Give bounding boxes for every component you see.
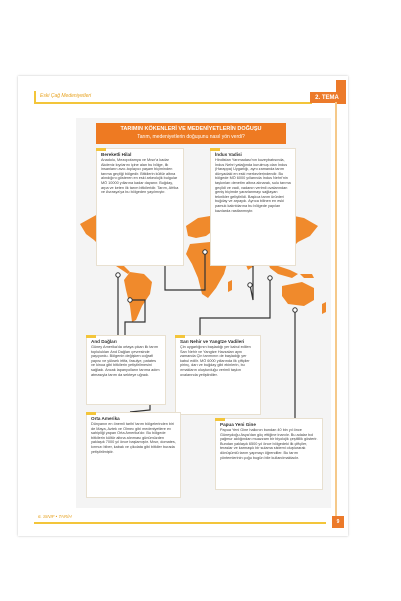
card-bereketli-hilal: [96, 148, 184, 266]
card-body: Anadolu, Mezopotamya ve Mısır'a kadar Akdeniz kıyılarını içine alan bu bölge, ilk insanların avcı-toplayıcı yaşam biçiminden tarıma geçtiği bölgedir. Bitkilerin kültür altına alındığını gösteren en eski arkeolojik bulgular MÖ 10000 yıllarına kadar dayanır. Buğday, arpa ve keten ilk tarım bitkileridir. Tarım, Afrika ve Avrasya'ya bu bölgeden yayılmıştır.: [101, 158, 179, 195]
card-title: And Dağları: [91, 339, 117, 344]
card-body: Papua Yeni Gine halkının bundan 40 bin yıl önce Güneydoğu Asya'dan göç ettiğine inanılır. Bu adalar bol yağmur aldığından muazzam bir biyolojik çeşitlilik gösterir. Bundan yaklaşık 6500 yıl önce bölgedeki ilk çiftçiler, teraslar ve karmaşık bir sulama sistemi oluşturarak dönüşümlü tarım yapmayı öğrendiler. Bu tarım yöntemlerinin çoğu bugün bile kullanılmaktadır.: [220, 428, 318, 460]
card-sari-nehir: [175, 335, 261, 415]
card-title: Papua Yeni Gine: [220, 422, 256, 427]
page-title: TARIMIN KÖKENLERİ VE MEDENİYETLERİN DOĞUŞU: [120, 126, 262, 132]
footer-grade-label: 6. SINIF • TARİH: [38, 514, 72, 519]
marker-sari-nehir: [268, 276, 272, 280]
footer-rule: [34, 522, 326, 524]
card-body: Hindistan Yarımadası'nın kuzeybatısında, İndus Nehri yatağında kurulmuş olan İndus (Harappa) Uygarlığı, aynı zamanda tarım dünyadaki en eski merkezlerindendir. Bu bölgede MÖ 6000 yıllarında İndus Nehri'nin taşkınları denetim altına alınarak, sulu tarıma geçildi ve vadi, vadanın verimli ovalarından geniş biçimde yararlanmayı sağlayan teknikler geliştirildi. Başlıca tarım ürünleri buğday ve arpaydı. Ayrıca bilinen en eski pamuk kalıntılarına bu bölgede yapılan kazılarda rastlanmıştır.: [215, 158, 291, 213]
card-title: İndus Vadisi: [215, 152, 242, 157]
card-indus-vadisi: [210, 148, 296, 266]
marker-orta-amerika: [116, 273, 120, 277]
section-label: Eski Çağ Medeniyetleri: [40, 93, 92, 99]
card-title: Bereketli Hilal: [101, 152, 132, 157]
card-body: Dünyanın en önemli tarihî tarım bölgelerinden biri de Maya, Aztek ve Olmec gibi medeniyetlere ev sahipliği yapan Orta Amerika'dır. Bu bölgede bitkilerin kültür altına alınması günümüzden yaklaşık 7000 yıl önce başlamıştır. Mısır, domates, kırmızı biber, kabak ve çikolata gibi bitkiler burada yetiştirilmiştir.: [91, 422, 176, 454]
card-title: Orta Amerika: [91, 416, 120, 421]
page-subtitle: Tarım, medeniyetlerin doğuşunu nasıl yön verdi?: [137, 134, 245, 140]
card-papua-yeni-gine: [215, 418, 323, 490]
connector-and: [125, 300, 145, 335]
card-and-daglari: [86, 335, 166, 405]
card-body: Çin uygarlığının başladığı yer kabul edilen Sarı Nehir ve Yangtze Havzaları aynı zamanda Çin tarımının de başladığı yer kabul edilir. MÖ 6000 yıllarında ilk çiftçiler pirinç, darı ve buğday gibi ekinlerin, bu ırmakların oluşturduğu verimli taşkın ovalarında yetiştirdiler.: [180, 345, 251, 377]
card-body: Güney Amerika'da ortaya çıkan ilk tarım toplulukları And Dağları çevresinde yaşıyordu. Bölgenin değişken coğrafi yapısı ve yüksek irtifa, fasulye, patates ve kinoa gibi bitkilerin yetiştirilmesini sağladı. Ancak lapanyolların tarıma adım atmasıyla tarım da sekteye uğradı.: [91, 345, 160, 377]
marker-and: [128, 298, 132, 302]
card-title: Sarı Nehir ve Yangtze Vadileri: [180, 339, 245, 344]
page-number: 9: [332, 516, 344, 528]
marker-papua: [293, 308, 297, 312]
tema-badge: 2. TEMA: [310, 92, 344, 103]
connector-sari-nehir: [200, 278, 270, 335]
marker-indus: [248, 283, 252, 287]
marker-bereketli-hilal: [203, 250, 207, 254]
card-orta-amerika: [86, 412, 181, 498]
